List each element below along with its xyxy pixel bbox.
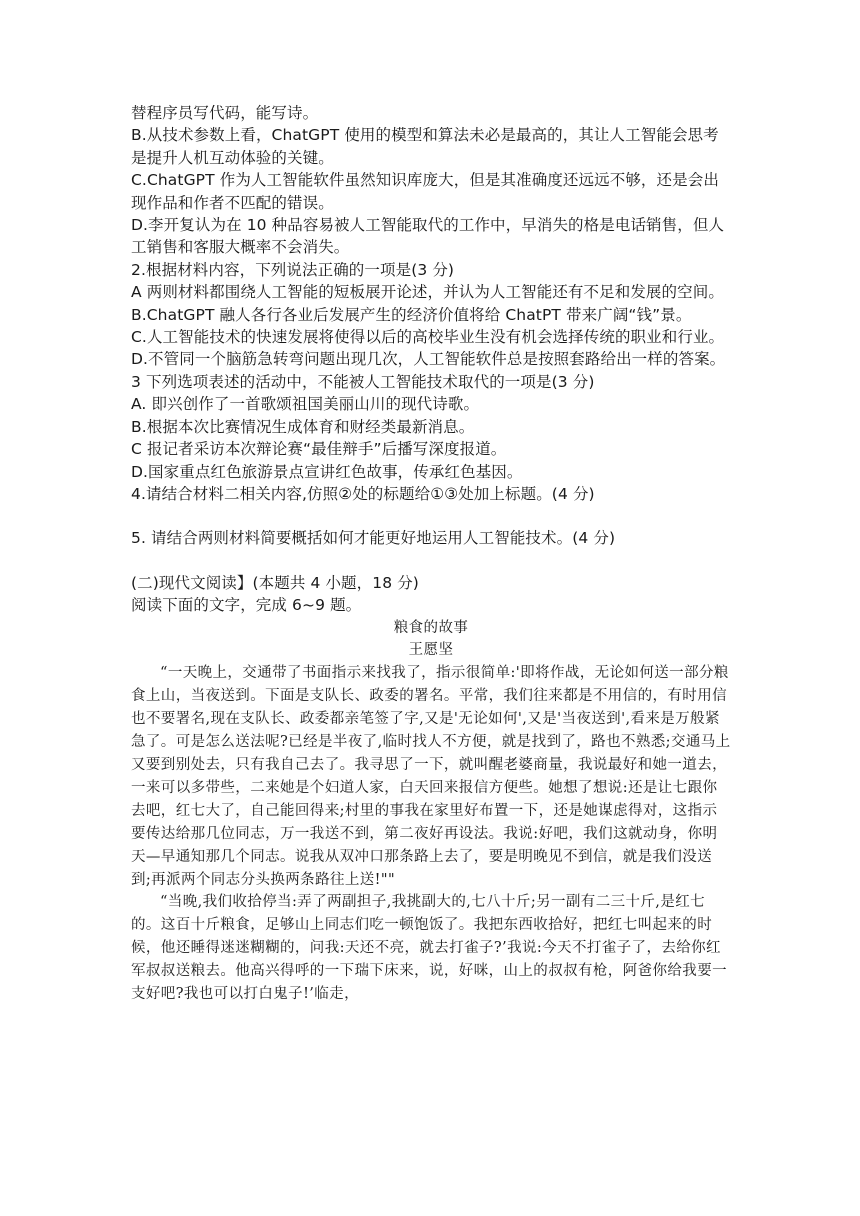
story-author: 王愿坚 <box>408 642 454 659</box>
document-page <box>131 102 731 1006</box>
q3-option-d: D.国家重点红色旅游景点宣讲红色故事，传承红色基因。 <box>131 462 523 481</box>
q4-stem: 4.请结合材料二相关内容,仿照②处的标题给①③处加上标题。(4 分) <box>131 484 595 503</box>
q2-option-b: B.ChatGPT 融人各行各业后发展产生的经济价值将给 ChatPT 带来广阔“钱”景。 <box>131 305 692 324</box>
q3-stem: 3 下列选项表述的活动中，不能被人工智能技术取代的一项是(3 分) <box>131 372 595 391</box>
q2-option-d: D.不管同一个脑筋急转弯问题出现几次，人工智能软件总是按照套路给出一样的答案。 <box>131 350 726 369</box>
spacer <box>131 505 731 527</box>
q2-stem: 2.根据材料内容，下列说法正确的一项是(3 分) <box>131 260 455 279</box>
q1-continuation: 替程序员写代码，能写诗。 <box>131 104 319 122</box>
spacer <box>131 550 731 572</box>
reading-instruction: 阅读下面的文字，完成 6~9 题。 <box>131 596 362 615</box>
story-block <box>131 617 731 1006</box>
q1-option-b: B.从技术参数上看，ChatGPT 使用的模型和算法未必是最高的，其让人工智能会思考是提升人机互动体验的关键。 <box>131 126 719 167</box>
story-paragraph-1: “一天晚上，交通带了书面指示来找我了，指示很简单:'即将作战，无论如何送一部分粮食上山，当夜送到。下面是支队长、政委的署名。平常，我们往来都是不用信的，有时用信也不要署名,现在支队长、政委都亲笔签了字,又是'无论如何',又是'当夜送到',看来是万般紧急了。可是怎么送法呢?已经是半夜了,临时找人不方便，就是找到了，路也不熟悉;交通马上又要到别处去，只有我自己去了。我寻思了一下，就叫醒老婆商量，我说最好和她一道去，一来可以多带些，二来她是个妇道人家，白天回来报信方便些。她想了想说:还是让七跟你去吧，红七大了，自己能回得来;村里的事我在家里好布置一下，还是她谋虑得对，这指示要传达给那几位同志，万一我送不到，第二夜好再设法。我说:好吧，我们这就动身，你明天—早通知那几个同志。说我从双冲口那条路上去了，要是明晚见不到信，就是我们没送到;再派两个同志分头换两条路往上送!"" <box>131 665 731 888</box>
q3-option-c: C 报记者采访本次辩论赛“最佳辩手”后播写深度报道。 <box>131 440 507 459</box>
q3-option-a: A. 即兴创作了一首歌颂祖国美丽山川的现代诗歌。 <box>131 395 480 414</box>
q1-option-c: C.ChatGPT 作为人工智能软件虽然知识库庞大，但是其准确度还远远不够，还是会出现作品和作者不匹配的错误。 <box>131 171 719 212</box>
story-title: 粮食的故事 <box>393 619 469 636</box>
q3-option-b: B.根据本次比赛情况生成体育和财经类最新消息。 <box>131 417 475 436</box>
q1-option-d: D.李开复认为在 10 种品容易被人工智能取代的工作中，早消失的格是电话销售，但人工销售和客服大概率不会消失。 <box>131 216 725 257</box>
questions-block <box>131 102 731 617</box>
q2-option-a: A 两则材料都围绕人工智能的短板展开论述，并认为人工智能还有不足和发展的空间。 <box>131 283 724 302</box>
q5-stem: 5. 请结合两则材料简要概括如何才能更好地运用人工智能技术。(4 分) <box>131 529 616 548</box>
q2-option-c: C.人工智能技术的快速发展将使得以后的高校毕业生没有机会选择传统的职业和行业。 <box>131 328 725 347</box>
section-heading: (二)现代文阅读】(本题共 4 小题，18 分) <box>131 573 419 592</box>
story-paragraph-2: “当晚,我们收拾停当:弄了两副担子,我挑副大的,七八十斤;另一副有二三十斤,是红七的。这百十斤粮食，足够山上同志们吃一顿饱饭了。我把东西收拾好，把红七叫起来的时候，他还睡得迷迷糊糊的，问我:天还不亮，就去打雀子?’我说:今天不打雀子了，去给你红军叔叔送粮去。他高兴得呼的一下瑞下床来，说，好咪，山上的叔叔有枪，阿爸你给我要一支好吧?我也可以打白鬼子!’临走， <box>131 894 727 1003</box>
